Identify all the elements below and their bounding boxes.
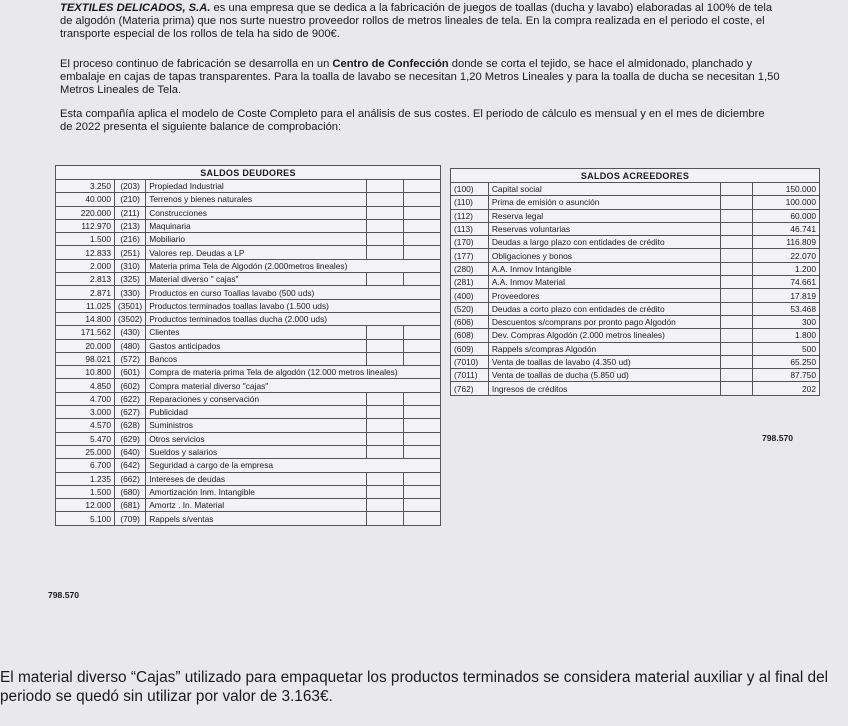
- account-name: Capital social: [488, 183, 720, 196]
- account-name: Ingresos de créditos: [488, 382, 720, 395]
- account-name: Productos terminados toallas ducha (2.000 uds): [146, 312, 441, 325]
- table-row: [56, 273, 441, 286]
- table-row: [451, 236, 820, 249]
- account-code: (430): [115, 326, 146, 339]
- account-code: (216): [115, 233, 146, 246]
- account-name: Venta de toallas de lavabo (4.350 ud): [488, 355, 720, 368]
- table-row: [56, 206, 441, 219]
- table-row: [56, 312, 441, 325]
- empty-cell: [404, 233, 441, 246]
- table-row: [56, 459, 441, 472]
- empty-cell: [720, 289, 753, 302]
- table-row: [56, 339, 441, 352]
- table-row: [56, 499, 441, 512]
- empty-cell: [367, 445, 404, 458]
- empty-cell: [404, 206, 441, 219]
- account-name: Amortización Inm. Intangible: [146, 485, 367, 498]
- account-amount: 87.750: [753, 369, 820, 382]
- table-row: [451, 355, 820, 368]
- table-row: [56, 485, 441, 498]
- empty-cell: [367, 472, 404, 485]
- account-code: (572): [115, 352, 146, 365]
- table-row: [56, 445, 441, 458]
- account-code: (3502): [115, 312, 146, 325]
- account-code: (7010): [451, 355, 489, 368]
- table-row: [56, 419, 441, 432]
- table-row: [56, 326, 441, 339]
- account-code: (113): [451, 222, 489, 235]
- account-amount: 74.661: [753, 276, 820, 289]
- empty-cell: [367, 233, 404, 246]
- account-code: (606): [451, 315, 489, 328]
- empty-cell: [367, 419, 404, 432]
- table-row: [56, 193, 441, 206]
- account-code: (609): [451, 342, 489, 355]
- table-row: [56, 406, 441, 419]
- empty-cell: [720, 329, 753, 342]
- empty-cell: [720, 262, 753, 275]
- account-name: Deudas a corto plazo con entidades de crédito: [488, 302, 720, 315]
- empty-cell: [367, 485, 404, 498]
- account-amount: 4.570: [56, 419, 115, 432]
- account-code: (622): [115, 392, 146, 405]
- account-name: Valores rep. Deudas a LP: [146, 246, 367, 259]
- empty-cell: [404, 512, 441, 525]
- empty-cell: [720, 342, 753, 355]
- table-row: [451, 183, 820, 196]
- account-amount: 2.000: [56, 259, 115, 272]
- saldos-deudores-table: [55, 165, 441, 526]
- table-row: [451, 302, 820, 315]
- account-name: Rappels s/ventas: [146, 512, 367, 525]
- empty-cell: [404, 193, 441, 206]
- account-name: Gastos anticipados: [146, 339, 367, 352]
- empty-cell: [404, 352, 441, 365]
- account-name: Compra material diverso "cajas": [146, 379, 441, 392]
- intro-paragraph-3: Esta compañía aplica el modelo de Coste Completo para el análisis de sus costes. El periodo de cálculo es mensual y en el mes de diciembre de 2022 presenta el siguiente balance de comprobación:: [60, 108, 765, 133]
- table-row: [451, 209, 820, 222]
- account-code: (203): [115, 180, 146, 193]
- saldos-acreedores-table: [450, 168, 820, 396]
- account-amount: 17.819: [753, 289, 820, 302]
- empty-cell: [720, 183, 753, 196]
- account-amount: 14.800: [56, 312, 115, 325]
- empty-cell: [720, 236, 753, 249]
- intro-p1-text: es una empresa que se dedica a la fabricación de juegos de toallas (ducha y lavabo) elaboradas al 100% de tela de algodón (Materia prima) que nos surte nuestro proveedor rollos de metros lineales de tela. En la compra realizada en el periodo el coste, el transporte especial de los rollos de tela ha sido de 900€.: [60, 2, 773, 40]
- account-amount: 53.468: [753, 302, 820, 315]
- empty-cell: [720, 382, 753, 395]
- empty-cell: [404, 445, 441, 458]
- empty-cell: [367, 180, 404, 193]
- empty-cell: [720, 369, 753, 382]
- account-name: Intereses de deudas: [146, 472, 367, 485]
- account-name: Maquinaria: [146, 219, 367, 232]
- account-amount: 10.800: [56, 366, 115, 379]
- table-row: [56, 366, 441, 379]
- account-code: (709): [115, 512, 146, 525]
- account-amount: 4.850: [56, 379, 115, 392]
- empty-cell: [404, 485, 441, 498]
- empty-cell: [367, 352, 404, 365]
- empty-cell: [367, 273, 404, 286]
- account-name: Proveedores: [488, 289, 720, 302]
- account-code: (681): [115, 499, 146, 512]
- account-name: Material diverso " cajas": [146, 273, 367, 286]
- table-row: [56, 233, 441, 246]
- account-amount: 5.100: [56, 512, 115, 525]
- empty-cell: [404, 273, 441, 286]
- empty-cell: [404, 392, 441, 405]
- account-name: Descuentos s/comprans por pronto pago Algodón: [488, 315, 720, 328]
- empty-cell: [404, 326, 441, 339]
- account-name: Dev. Compras Algodón (2.000 metros lineales): [488, 329, 720, 342]
- empty-cell: [367, 499, 404, 512]
- bottom-note: El material diverso “Cajas” utilizado para empaquetar los productos terminados se considera material auxiliar y al final del periodo se quedó sin utilizar por valor de 3.163€.: [0, 669, 829, 705]
- empty-cell: [720, 196, 753, 209]
- account-code: (762): [451, 382, 489, 395]
- table-row: [56, 352, 441, 365]
- account-amount: 40.000: [56, 193, 115, 206]
- account-name: Reservas voluntarias: [488, 222, 720, 235]
- empty-cell: [720, 315, 753, 328]
- account-amount: 202: [753, 382, 820, 395]
- account-code: (177): [451, 249, 489, 262]
- empty-cell: [404, 432, 441, 445]
- account-amount: 2.871: [56, 286, 115, 299]
- table-row: [56, 286, 441, 299]
- account-amount: 1.200: [753, 262, 820, 275]
- account-amount: 25.000: [56, 445, 115, 458]
- account-code: (662): [115, 472, 146, 485]
- table-row: [451, 342, 820, 355]
- table-row: [451, 249, 820, 262]
- account-name: Seguridad a cargo de la empresa: [146, 459, 441, 472]
- empty-cell: [367, 219, 404, 232]
- account-code: (3501): [115, 299, 146, 312]
- account-name: Reserva legal: [488, 209, 720, 222]
- empty-cell: [720, 302, 753, 315]
- empty-cell: [404, 499, 441, 512]
- empty-cell: [367, 193, 404, 206]
- account-code: (100): [451, 183, 489, 196]
- account-amount: 1.235: [56, 472, 115, 485]
- account-name: Productos en curso Toallas lavabo (500 uds): [146, 286, 441, 299]
- account-code: (110): [451, 196, 489, 209]
- account-name: Materia prima Tela de Algodón (2.000metros lineales): [146, 259, 441, 272]
- account-name: Venta de toallas de ducha (5.850 ud): [488, 369, 720, 382]
- table-row: [56, 259, 441, 272]
- account-amount: 98.021: [56, 352, 115, 365]
- centro-confeccion: Centro de Confección: [332, 58, 449, 70]
- account-code: (629): [115, 432, 146, 445]
- empty-cell: [404, 246, 441, 259]
- account-code: (627): [115, 406, 146, 419]
- account-amount: 100.000: [753, 196, 820, 209]
- account-code: (520): [451, 302, 489, 315]
- account-name: A.A. Inmov Material: [488, 276, 720, 289]
- acreedores-total: 798.570: [762, 433, 794, 443]
- table-row: [451, 369, 820, 382]
- account-name: Otros servicios: [146, 432, 367, 445]
- account-code: (640): [115, 445, 146, 458]
- empty-cell: [367, 206, 404, 219]
- account-amount: 46.741: [753, 222, 820, 235]
- account-name: Amortz . In. Material: [146, 499, 367, 512]
- table-row: [56, 219, 441, 232]
- acreedores-body: [451, 183, 820, 396]
- intro-p2-text-a: El proceso continuo de fabricación se desarrolla en un: [60, 58, 333, 70]
- empty-cell: [367, 246, 404, 259]
- empty-cell: [404, 339, 441, 352]
- account-code: (251): [115, 246, 146, 259]
- table-row: [451, 329, 820, 342]
- account-name: Prima de emisión o asunción: [488, 196, 720, 209]
- account-code: (210): [115, 193, 146, 206]
- empty-cell: [720, 276, 753, 289]
- account-code: (642): [115, 459, 146, 472]
- table-row: [451, 262, 820, 275]
- empty-cell: [720, 249, 753, 262]
- account-name: Publicidad: [146, 406, 367, 419]
- account-amount: 150.000: [753, 183, 820, 196]
- account-code: (170): [451, 236, 489, 249]
- acreedores-title: SALDOS ACREEDORES: [451, 169, 820, 183]
- table-row: [56, 299, 441, 312]
- account-code: (281): [451, 276, 489, 289]
- table-row: [56, 392, 441, 405]
- empty-cell: [367, 326, 404, 339]
- account-name: Terrenos y bienes naturales: [146, 193, 367, 206]
- deudores-title: SALDOS DEUDORES: [56, 166, 441, 180]
- account-amount: 220.000: [56, 206, 115, 219]
- account-name: Clientes: [146, 326, 367, 339]
- account-name: Construcciones: [146, 206, 367, 219]
- account-amount: 11.025: [56, 299, 115, 312]
- empty-cell: [367, 392, 404, 405]
- empty-cell: [720, 222, 753, 235]
- account-code: (480): [115, 339, 146, 352]
- account-amount: 500: [753, 342, 820, 355]
- table-row: [56, 379, 441, 392]
- account-amount: 22.070: [753, 249, 820, 262]
- table-row: [451, 196, 820, 209]
- empty-cell: [404, 180, 441, 193]
- account-name: Reparaciones y conservación: [146, 392, 367, 405]
- account-code: (628): [115, 419, 146, 432]
- account-amount: 171.562: [56, 326, 115, 339]
- account-code: (213): [115, 219, 146, 232]
- intro-paragraph-2: [60, 58, 780, 97]
- account-amount: 4.700: [56, 392, 115, 405]
- empty-cell: [404, 406, 441, 419]
- account-amount: 5.470: [56, 432, 115, 445]
- account-name: Deudas a largo plazo con entidades de crédito: [488, 236, 720, 249]
- empty-cell: [367, 512, 404, 525]
- table-row: [56, 432, 441, 445]
- intro-p2-text-b: donde se corta el tejido, se hace el almidonado, planchado y embalaje en cajas de tapas transparentes. Para la toalla de lavabo se necesitan 1,20 Metros Lineales y para la toalla de ducha se necesitan 1,50 Metros Lineales de Tela.: [60, 58, 780, 96]
- empty-cell: [404, 472, 441, 485]
- empty-cell: [367, 339, 404, 352]
- account-name: Sueldos y salarios: [146, 445, 367, 458]
- account-code: (211): [115, 206, 146, 219]
- account-name: Productos terminados toallas lavabo (1.500 uds): [146, 299, 441, 312]
- table-row: [451, 315, 820, 328]
- intro-paragraph-1: [60, 2, 780, 41]
- empty-cell: [720, 209, 753, 222]
- account-amount: 12.000: [56, 499, 115, 512]
- empty-cell: [404, 219, 441, 232]
- account-amount: 1.500: [56, 233, 115, 246]
- table-row: [451, 382, 820, 395]
- account-amount: 300: [753, 315, 820, 328]
- deudores-total: 798.570: [48, 590, 80, 600]
- account-name: Rappels s/compras Algodón: [488, 342, 720, 355]
- empty-cell: [720, 355, 753, 368]
- account-code: (601): [115, 366, 146, 379]
- account-code: (112): [451, 209, 489, 222]
- account-name: Obligaciones y bonos: [488, 249, 720, 262]
- account-amount: 12.833: [56, 246, 115, 259]
- account-amount: 1.500: [56, 485, 115, 498]
- account-code: (7011): [451, 369, 489, 382]
- table-row: [56, 472, 441, 485]
- table-row: [56, 246, 441, 259]
- table-row: [56, 512, 441, 525]
- account-amount: 2.813: [56, 273, 115, 286]
- account-code: (602): [115, 379, 146, 392]
- account-name: A.A. Inmov Intangible: [488, 262, 720, 275]
- account-amount: 3.250: [56, 180, 115, 193]
- account-code: (608): [451, 329, 489, 342]
- account-name: Mobiliario: [146, 233, 367, 246]
- account-code: (680): [115, 485, 146, 498]
- account-amount: 3.000: [56, 406, 115, 419]
- account-amount: 6.700: [56, 459, 115, 472]
- account-amount: 60.000: [753, 209, 820, 222]
- deudores-body: [56, 180, 441, 526]
- company-name: TEXTILES DELICADOS, S.A.: [60, 2, 211, 14]
- account-amount: 1.800: [753, 329, 820, 342]
- account-name: Bancos: [146, 352, 367, 365]
- table-row: [451, 222, 820, 235]
- account-amount: 112.970: [56, 219, 115, 232]
- account-amount: 20.000: [56, 339, 115, 352]
- table-row: [451, 276, 820, 289]
- account-name: Compra de materia prima Tela de algodón (12.000 metros lineales): [146, 366, 441, 379]
- account-name: Propiedad Industrial: [146, 180, 367, 193]
- empty-cell: [404, 419, 441, 432]
- account-name: Suministros: [146, 419, 367, 432]
- account-amount: 116.809: [753, 236, 820, 249]
- account-amount: 65.250: [753, 355, 820, 368]
- account-code: (325): [115, 273, 146, 286]
- table-row: [451, 289, 820, 302]
- account-code: (330): [115, 286, 146, 299]
- empty-cell: [367, 432, 404, 445]
- account-code: (280): [451, 262, 489, 275]
- empty-cell: [367, 406, 404, 419]
- account-code: (400): [451, 289, 489, 302]
- account-code: (310): [115, 259, 146, 272]
- table-row: [56, 180, 441, 193]
